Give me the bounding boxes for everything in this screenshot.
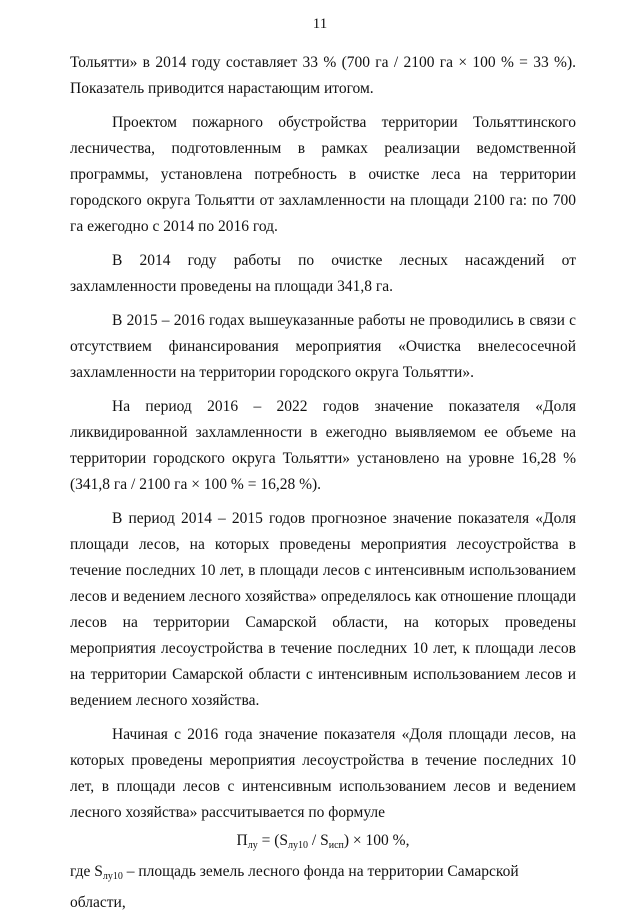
formula-tail: ) × 100 %, [343, 832, 410, 849]
paragraph-3: В 2014 году работы по очистке лесных насаждений от захламленности проведены на площади 341,8 га. [70, 252, 576, 295]
definition-sub: лу10 [102, 871, 123, 882]
formula-lhs: П [236, 832, 248, 849]
formula-s2-sub: исп [328, 840, 344, 851]
page-number: 11 [312, 16, 328, 32]
paragraph-6: В период 2014 – 2015 годов прогнозное значение показателя «Доля площади лесов, на которых проведены мероприятия лесоустройства в течение последних 10 лет, в площади лесов с интенсивным использованием лесов и ведением лесного хозяйства» определялось как отношение площади лесов на территории Самарской области, на которых проведены мероприятия лесоустройства в течение последних 10 лет, к площади лесов на территории Самарской области с интенсивным использованием лесов и ведением лесного хозяйства. [70, 510, 576, 709]
paragraph-1: Тольятти» в 2014 году составляет 33 % (700 га / 2100 га × 100 % = 33 %). Показатель приводится нарастающим итогом. [70, 54, 576, 97]
definition-line [70, 859, 576, 916]
formula-s1-sub: лу10 [288, 840, 309, 851]
formula-div: / S [308, 832, 329, 849]
body-text [70, 50, 576, 916]
paragraph-5: На период 2016 – 2022 годов значение показателя «Доля ликвидированной захламленности в ежегодно выявляемом ее объеме на территории городского округа Тольятти» установлено на уровне 16,28 % (341,8 га / 2100 га × 100 % = 16,28 %). [70, 398, 576, 493]
paragraph-7: Начиная с 2016 года значение показателя «Доля площади лесов, на которых проведены мероприятия лесоустройства в течение последних 10 лет, в площади лесов с интенсивным использованием лесов и ведением лесного хозяйства» рассчитывается по формуле [70, 726, 576, 821]
formula-eq-open: = (S [257, 832, 289, 849]
paragraph-2: Проектом пожарного обустройства территории Тольяттинского лесничества, подготовленным в рамках реализации ведомственной программы, установлена потребность в очистке леса на территории городского округа Тольятти от захламленности на площади 2100 га: по 700 га ежегодно с 2014 по 2016 год. [70, 114, 576, 235]
formula-lhs-sub: лу [247, 840, 258, 851]
paragraph-4: В 2015 – 2016 годах вышеуказанные работы не проводились в связи с отсутствием финансирования мероприятия «Очистка внелесосечной захламленности на территории городского округа Тольятти». [70, 312, 576, 381]
formula [70, 828, 576, 859]
definition-text: – площадь земель лесного фонда на территории Самарской области, [70, 863, 519, 911]
definition-prefix: где S [70, 863, 103, 880]
